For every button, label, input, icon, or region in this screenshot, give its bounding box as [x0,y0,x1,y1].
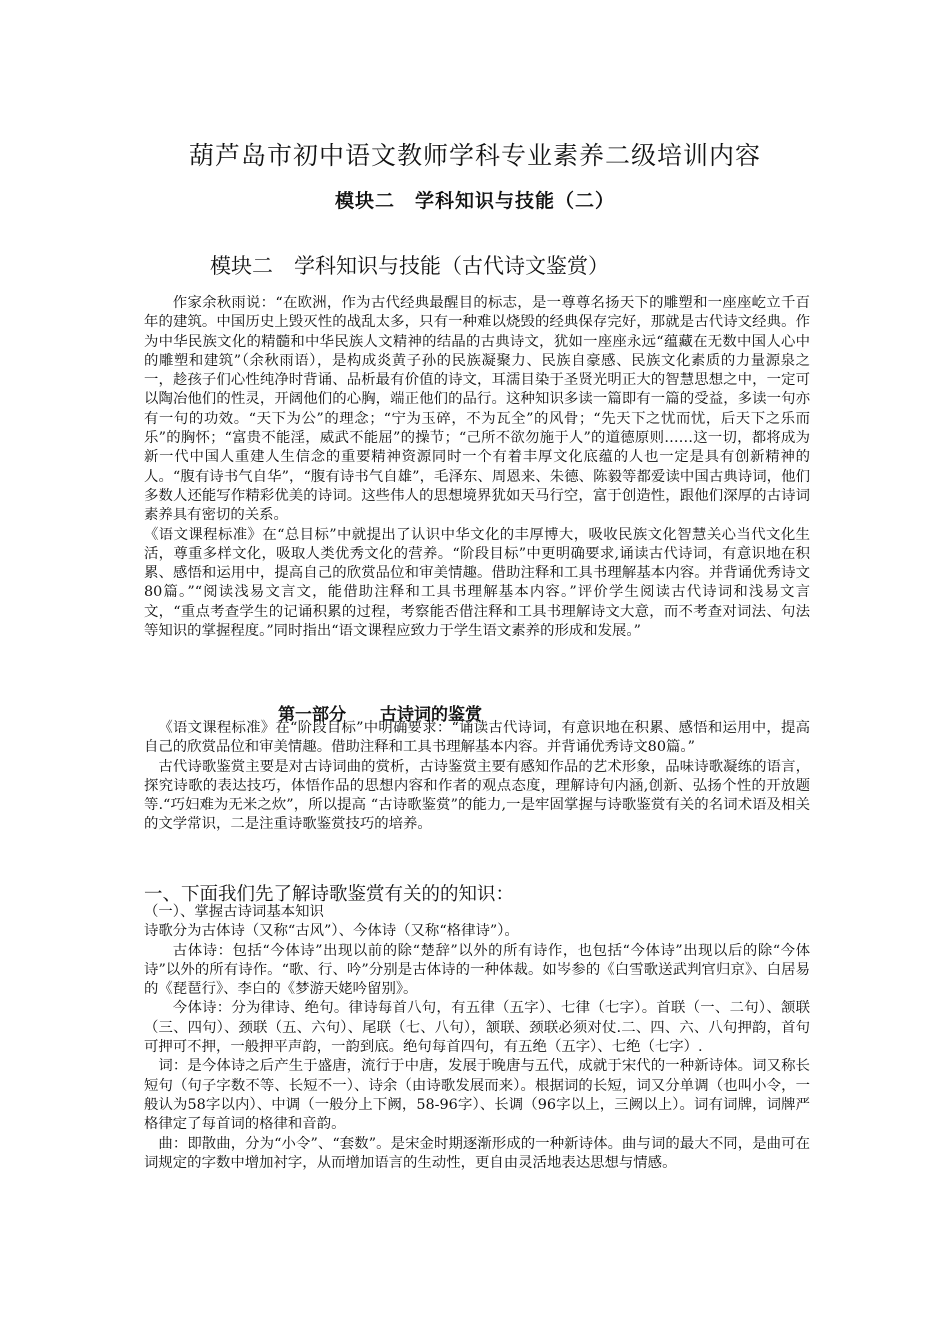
intro-block [144,294,810,641]
part-paragraph-1: 《语文课程标准》在“阶段目标”中明确要求：“诵读古代诗词，有意识地在积累、感悟和运用中，提高自己的欣赏品位和审美情趣。借助注释和工具书理解基本内容。并背诵优秀诗文80篇。” [144,720,810,756]
document-title: 葫芦岛市初中语文教师学科专业素养二级培训内容 [188,141,761,170]
knowledge-paragraph-4: 词：是今体诗之后产生于盛唐，流行于中唐，发展于晚唐与五代，成就于宋代的一种新诗体。词又称长短句（句子字数不等、长短不一）、诗余（由诗歌发展而来）。根据词的长短，词又分单调（也叫小令，一般认为58字以内）、中调（一般分上下阙，58-96字）、长调（96字以上，三阙以上）。词有词牌，词牌严格律定了每首词的格律和音韵。 [144,1058,810,1133]
part-one-block [144,719,810,835]
sub-heading: （一）、掌握古诗词基本知识 [144,904,324,920]
document-subtitle: 模块二 学科知识与技能（二） [334,190,615,212]
section-title: 模块二 学科知识与技能（古代诗文鉴赏） [210,254,609,278]
knowledge-paragraph-3: 今体诗：分为律诗、绝句。律诗每首八句，有五律（五字）、七律（七字）。首联（一、二句）、颔联（三、四句）、颈联（五、六句）、尾联（七、八句），颔联、颈联必须对仗.二、四、六、八句押韵，首句可押可不押，一般押平声韵，一韵到底。绝句每首四句，有五绝（五字）、七绝（七字）. [144,1000,810,1056]
knowledge-paragraph-1: 诗歌分为古体诗（又称“古风”）、今体诗（又称“格律诗”）。 [144,923,519,940]
knowledge-paragraph-2: 古体诗：包括“今体诗”出现以前的除“楚辞”以外的所有诗作，也包括“今体诗”出现以后的除“今体诗”以外的所有诗作。“歌、行、吟”分别是古体诗的一种体裁。如岑参的《白雪歌送武判官归京》、白居易的《琵琶行》、李白的《梦游天姥吟留别》。 [144,942,810,998]
intro-paragraph-2: 《语文课程标准》在“总目标”中就提出了认识中华文化的丰厚博大，吸收民族文化智慧关心当代文化生活，尊重多样文化，吸取人类优秀文化的营养。“阶段目标”中更明确要求,诵读古代诗词，有意识地在积累、感悟和运用中，提高自己的欣赏品位和审美情趣。借助注释和工具书理解基本内容。并背诵优秀诗文80篇。”“阅读浅易文言文，能借助注释和工具书理解基本内容。”评价学生阅读古代诗词和浅易文言文，“重点考查学生的记诵积累的过程，考察能否借注释和工具书理解诗文大意，而不考查对词法、句法等知识的掌握程度。”同时指出“语文课程应致力于学生语文素养的形成和发展。” [144,526,810,640]
heading-one: 一、下面我们先了解诗歌鉴赏有关的的知识： [144,884,515,905]
knowledge-paragraph-5: 曲：即散曲，分为“小令”、“套数”。是宋金时期逐渐形成的一种新诗体。曲与词的最大不同，是曲可在词规定的字数中增加衬字，从而增加语言的生动性，更自由灵活地表达思想与情感。 [144,1135,810,1171]
knowledge-block [144,903,810,1173]
part-one-title: 第一部分 古诗词的鉴赏 [278,705,482,725]
part-paragraph-2: 古代诗歌鉴赏主要是对古诗词曲的赏析，古诗鉴赏主要有感知作品的艺术形象，品味诗歌凝练的语言，探究诗歌的表达技巧，体悟作品的思想内容和作者的观点态度，理解诗句内涵,创新、弘扬个性的开放题等.“巧妇难为无米之炊”，所以提高 “古诗歌鉴赏”的能力,一是牢固掌握与诗歌鉴赏有关的名词术语及相关的文学常识，二是注重诗歌鉴赏技巧的培养。 [144,758,810,833]
intro-paragraph-1: 作家余秋雨说：“在欧洲，作为古代经典最醒目的标志，是一尊尊名扬天下的雕塑和一座座屹立千百年的建筑。中国历史上毁灭性的战乱太多，只有一种难以烧毁的经典保存完好，那就是古代诗文经典。作为中华民族文化的精髓和中华民族人文精神的结晶的古典诗文，犹如一座座永远“蕴藏在无数中国人心中的雕塑和建筑”（余秋雨语），是构成炎黄子孙的民族凝聚力、民族自豪感、民族文化素质的力量源泉之一，趁孩子们心性纯净时背诵、品析最有价值的诗文，耳濡目染于圣贤光明正大的智慧思想之中，一定可以陶冶他们的性灵，开阔他们的心胸，端正他们的品行。这种知识多读一篇即有一篇的受益，多读一句亦有一句的功效。“天下为公”的理念；“宁为玉碎，不为瓦全”的风骨；“先天下之忧而忧，后天下之乐而乐”的胸怀；“富贵不能淫，威武不能屈”的操节；“己所不欲勿施于人”的道德原则……这一切，都将成为新一代中国人重建人生信念的重要精神资源同时一个有着丰厚文化底蕴的人也一定是具有创新精神的人。“腹有诗书气自华”，“腹有诗书气自雄”，毛泽东、周恩来、朱德、陈毅等都爱读中国古典诗词，他们多数人还能写作精彩优美的诗词。这些伟人的思想境界犹如天马行空，富于创造性，跟他们深厚的古诗词素养具有密切的关系。 [144,295,810,524]
